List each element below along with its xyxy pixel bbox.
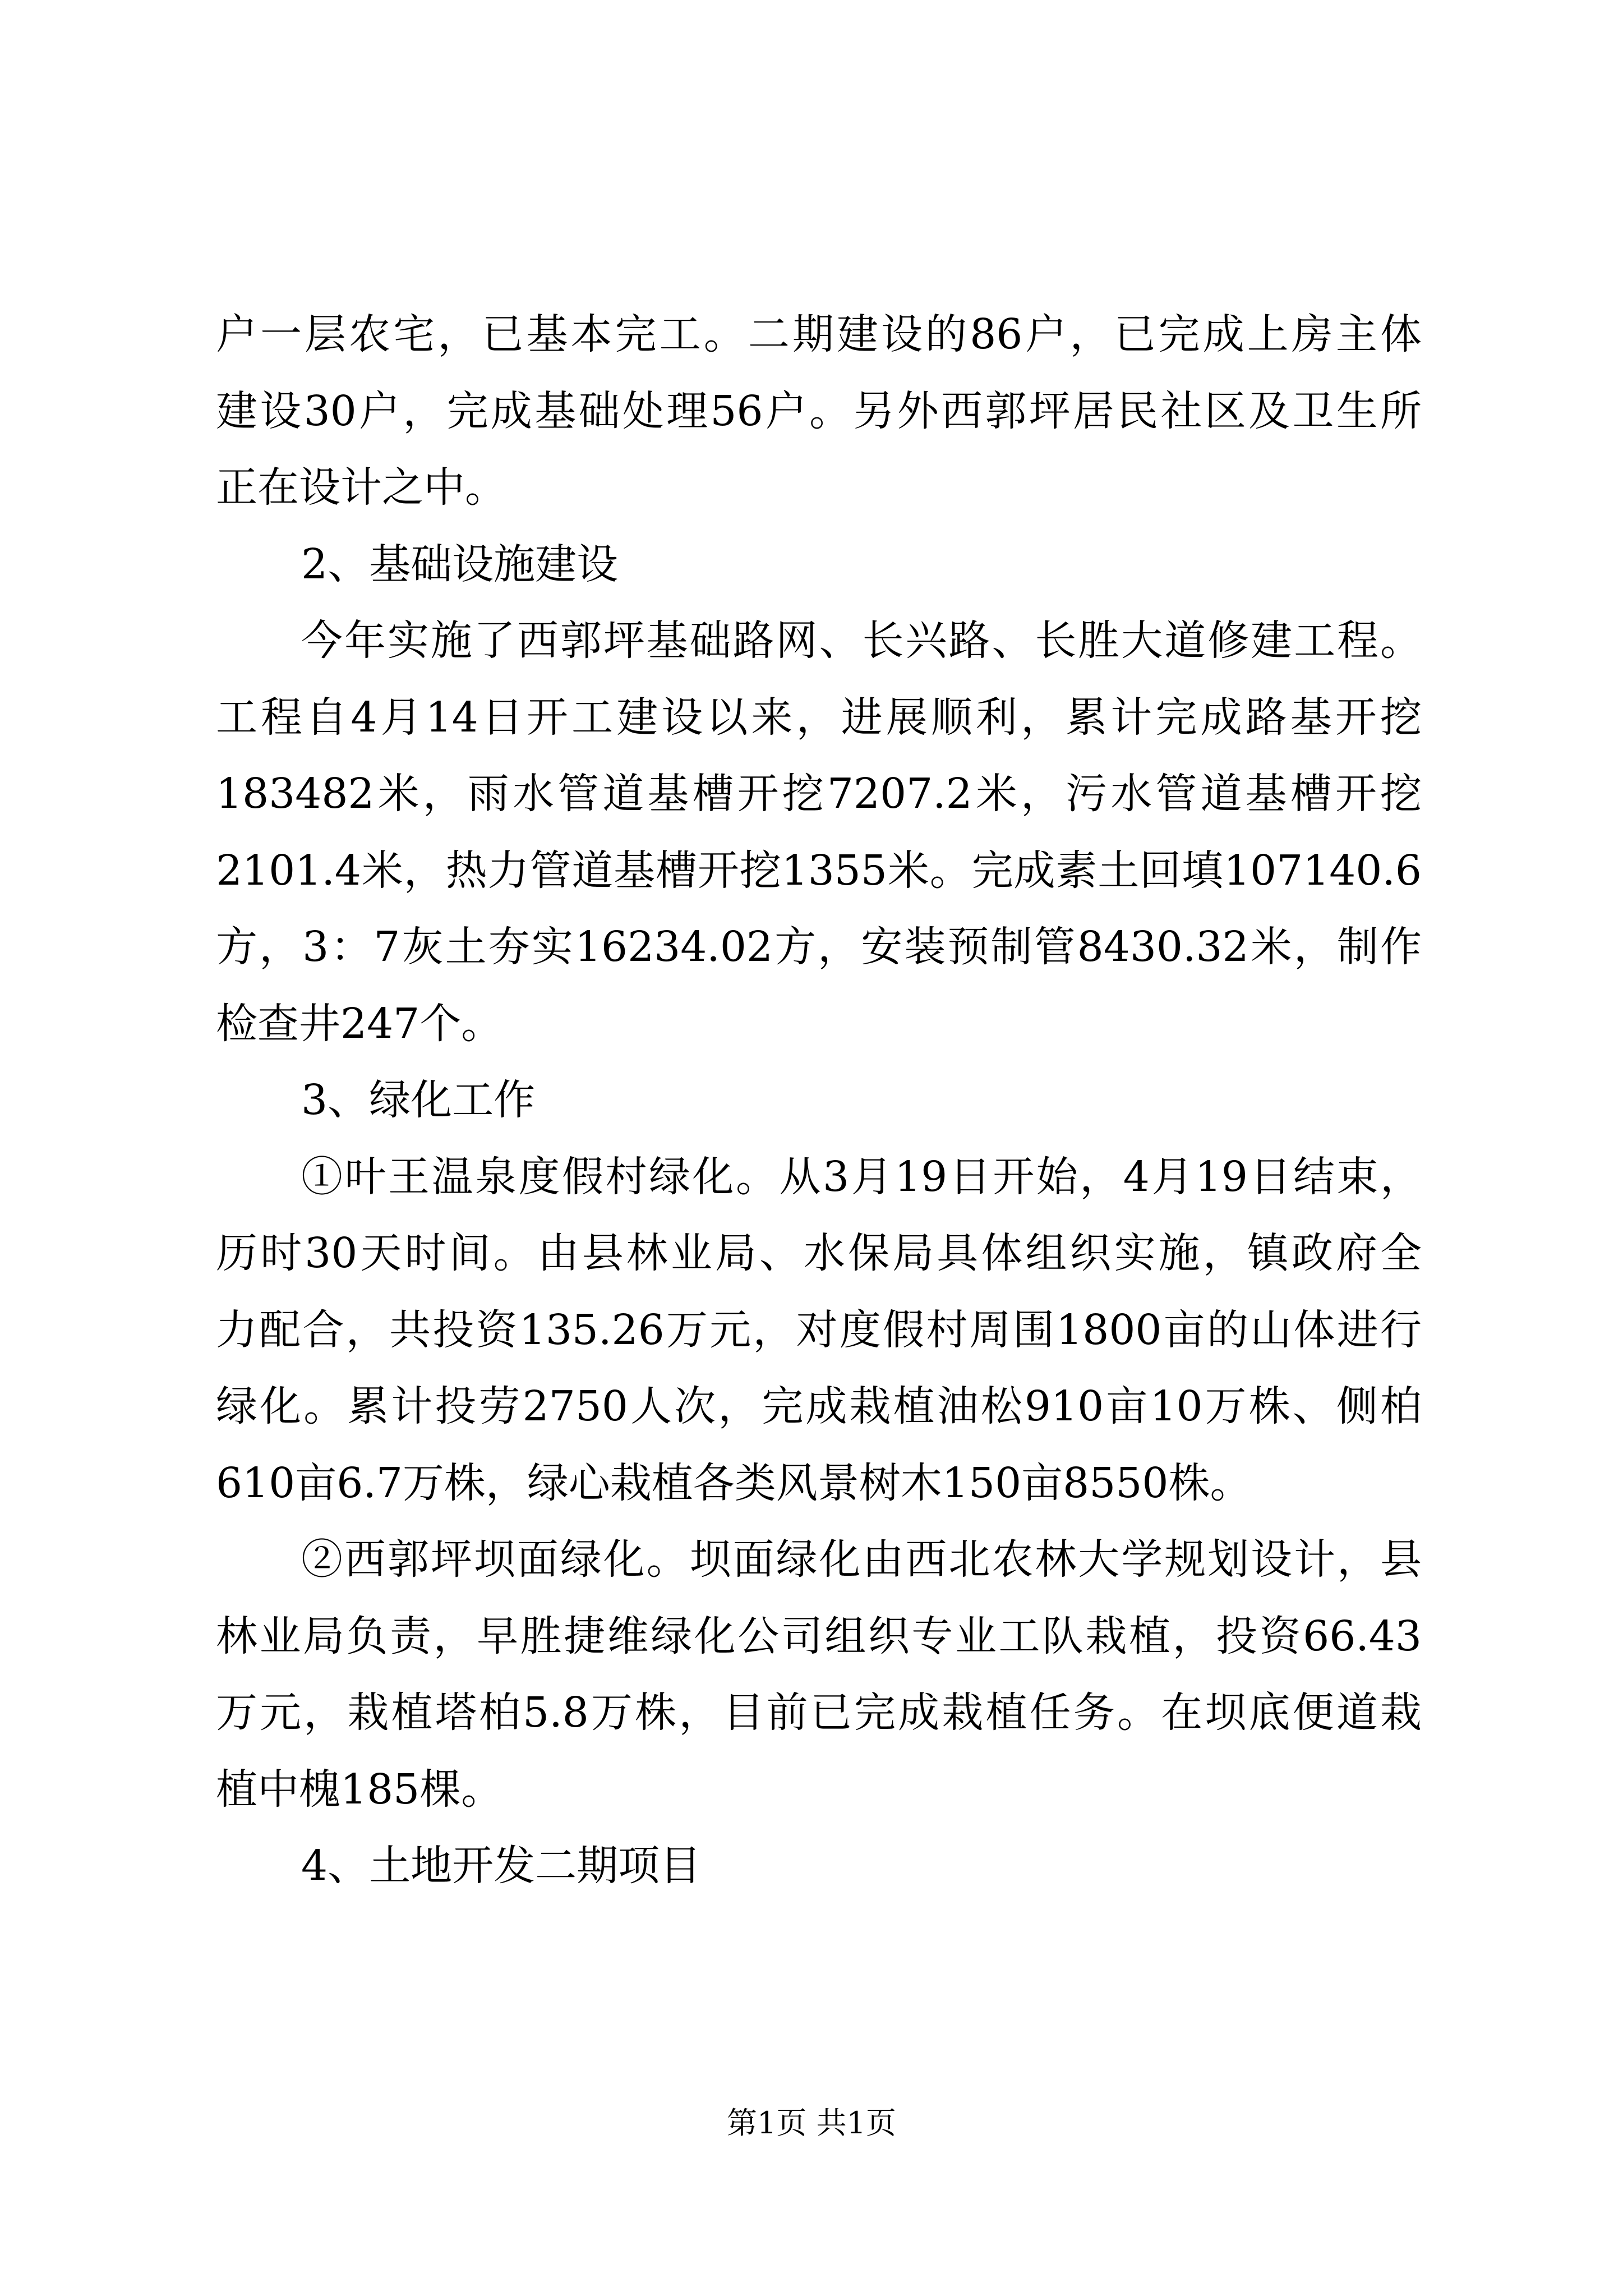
section-heading: 4、土地开发二期项目 [301,1842,702,1890]
text-line: 检查井247个。 [216,999,503,1048]
section-heading: 3、绿化工作 [301,1076,536,1124]
text-line: 力配合，共投资135.26万元，对度假村周围1800亩的山体进行 [216,1305,1422,1354]
text-line: 建设30户，完成基础处理56户。另外西郭坪居民社区及卫生所 [216,386,1422,435]
text-line: 工程自4月14日开工建设以来，进展顺利，累计完成路基开挖 [216,693,1422,742]
text-line: 2101.4米，热力管道基槽开挖1355米。完成素土回填107140.6 [216,846,1422,895]
text-line: 林业局负责，早胜捷维绿化公司组织专业工队栽植，投资66.43 [216,1612,1422,1660]
text-line: 方，3：7灰土夯实16234.02方，安装预制管8430.32米，制作 [216,923,1422,971]
page-footer: 第1页 共1页 [727,2105,896,2141]
section-heading: 2、基础设施建设 [301,540,619,588]
text-line: ①叶王温泉度假村绿化。从3月19日开始，4月19日结束， [301,1152,1422,1201]
text-line: 今年实施了西郭坪基础路网、长兴路、长胜大道修建工程。 [301,616,1422,665]
text-line: 户一层农宅，已基本完工。二期建设的86户，已完成上房主体 [216,310,1422,358]
text-line: 正在设计之中。 [216,463,506,512]
text-line: 183482米，雨水管道基槽开挖7207.2米，污水管道基槽开挖 [216,770,1422,818]
text-line: 绿化。累计投劳2750人次，完成栽植油松910亩10万株、侧柏 [216,1382,1422,1430]
text-line: 植中槐185棵。 [216,1765,503,1814]
text-line: 610亩6.7万株，绿心栽植各类风景树木150亩8550株。 [216,1458,1252,1507]
text-line: ②西郭坪坝面绿化。坝面绿化由西北农林大学规划设计，县 [301,1535,1422,1584]
text-line: 万元，栽植塔柏5.8万株，目前已完成栽植任务。在坝底便道栽 [216,1688,1422,1737]
document-body [216,296,1422,1904]
text-line: 历时30天时间。由县林业局、水保局具体组织实施，镇政府全 [216,1229,1422,1277]
